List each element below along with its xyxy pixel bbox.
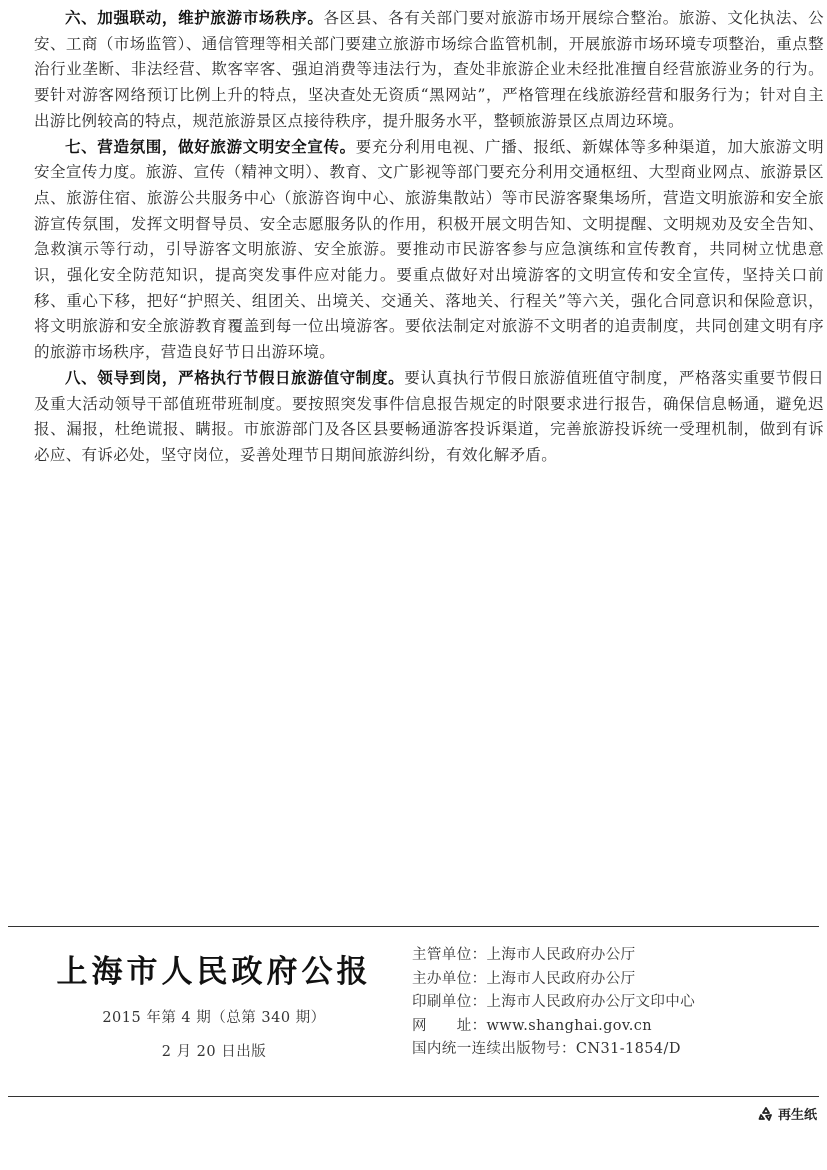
section-heading: 六、加强联动，维护旅游市场秩序。 bbox=[65, 9, 324, 27]
section-8 bbox=[34, 366, 824, 469]
footer-bottom-rule bbox=[8, 1096, 819, 1097]
section-heading: 八、领导到岗，严格执行节假日旅游值守制度。 bbox=[65, 368, 405, 387]
info-sponsor: 主办单位：上海市人民政府办公厅 bbox=[412, 970, 636, 987]
info-serial-number: 国内统一连续出版物号：CN31-1854/D bbox=[412, 1041, 681, 1058]
info-supervisor: 主管单位：上海市人民政府办公厅 bbox=[412, 947, 636, 963]
section-text: 要认真执行节假日旅游值班值守制度，严格落实重要节假日及重大活动领导干部值班带班制度。要按照突发事件信息报告规定的时限要求进行报告，确保信息畅通，避免迟报、漏报，杜绝谎报、瞒报。市旅游部门及各区县要畅通游客投诉渠道，完善旅游投诉统一受理机制，做到有诉必应、有诉必处，坚守岗位，妥善处理节日期间旅游纠纷，有效化解矛盾。 bbox=[34, 368, 824, 464]
recycled-paper-mark bbox=[758, 1104, 817, 1123]
section-text: 各区县、各有关部门要对旅游市场开展综合整治。旅游、文化执法、公安、工商（市场监管）、通信管理等相关部门要建立旅游市场综合监管机制，开展旅游市场环境专项整治，重点整治行业垄断、非法经营、欺客宰客、强迫消费等违法行为，查处非旅游企业未经批准擅自经营旅游业务的行为。要针对游客网络预订比例上升的特点，坚决查处无资质“黑网站”，严格管理在线旅游经营和服务行为；针对自主出游比例较高的特点，规范旅游景区点接待秩序，提升服务水平，整顿旅游景区点周边环境。 bbox=[34, 9, 824, 130]
article-body bbox=[34, 6, 824, 469]
section-7 bbox=[34, 135, 824, 366]
info-website: 网 址：www.shanghai.gov.cn bbox=[412, 1017, 653, 1034]
recycle-icon bbox=[758, 1106, 774, 1122]
masthead bbox=[40, 952, 388, 1061]
info-printer: 印刷单位：上海市人民政府办公厅文印中心 bbox=[412, 994, 696, 1011]
section-heading: 七、营造氛围，做好旅游文明安全宣传。 bbox=[65, 137, 356, 156]
recycled-paper-label: 再生纸 bbox=[777, 1108, 817, 1123]
publication-info bbox=[412, 944, 812, 1062]
issue-number: 2015 年第 4 期（总第 340 期） bbox=[102, 1010, 326, 1026]
section-text: 要充分利用电视、广播、报纸、新媒体等多种渠道，加大旅游文明安全宣传力度。旅游、宣传（精神文明）、教育、文广影视等部门要充分利用交通枢纽、大型商业网点、旅游景区点、旅游住宿、旅游公共服务中心（旅游咨询中心、旅游集散站）等市民游客聚集场所，营造文明旅游和安全旅游宣传氛围，发挥文明督导员、安全志愿服务队的作用，积极开展文明告知、文明提醒、文明规劝及安全告知、急救演示等行动，引导游客文明旅游、安全旅游。要推动市民游客参与应急演练和宣传教育，共同树立忧患意识，强化安全防范知识，提高突发事件应对能力。要重点做好对出境游客的文明宣传和安全宣传，坚持关口前移、重心下移，把好“护照关、组团关、出境关、交通关、落地关、行程关”等六关，强化合同意识和保险意识，将文明旅游和安全旅游教育覆盖到每一位出境游客。要依法制定对旅游不文明者的追责制度，共同创建文明有序的旅游市场秩序，营造良好节日出游环境。 bbox=[34, 137, 824, 362]
section-6 bbox=[34, 6, 824, 135]
footer-top-rule bbox=[8, 926, 819, 927]
publication-title: 上海市人民政府公报 bbox=[56, 954, 372, 990]
publication-date: 2 月 20 日出版 bbox=[161, 1044, 267, 1060]
